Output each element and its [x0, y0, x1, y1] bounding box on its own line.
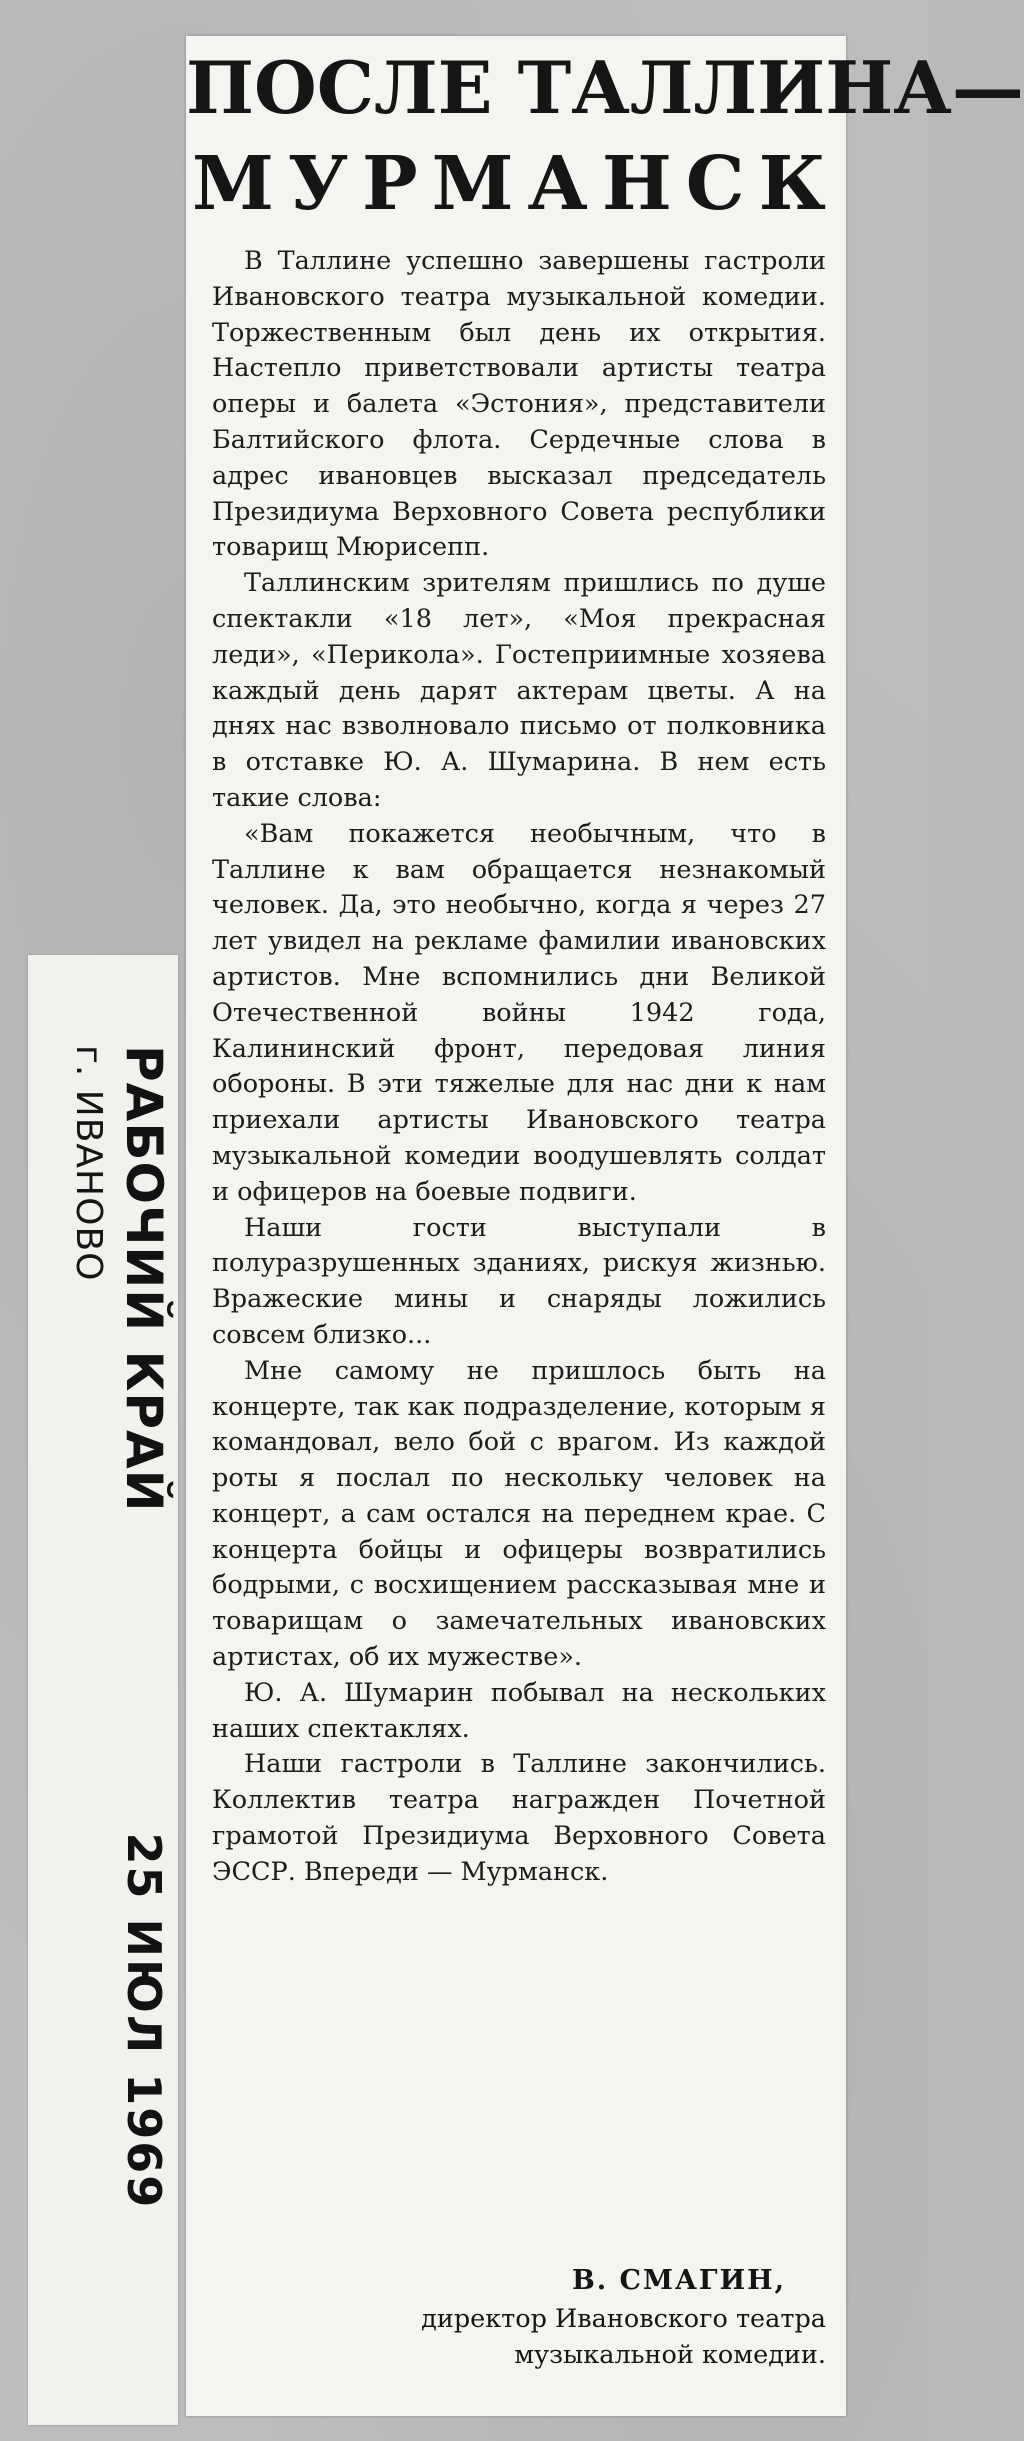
signature-title-line-1: директор Ивановского театра	[421, 2304, 826, 2334]
headline-line-2: МУРМАНСК	[192, 141, 840, 227]
article-paragraph: Таллинским зрителям пришлись по душе спектакли «18 лет», «Моя прекрасная леди», «Перикола». Гостеприимные хозяева каждый день дарят актерам цветы. А на днях нас взволновало письмо от полковника в отставке Ю. А. Шумарина. В нем есть такие слова:	[212, 568, 826, 813]
article-paragraph: В Таллине успешно завершены гастроли Ивановского театра музыкальной комедии. Торжественным был день их открытия. Настепло приветствовали артисты театра оперы и балета «Эстония», представители Балтийского флота. Сердечные слова в адрес ивановцев высказал председатель Президиума Верховного Совета республики товарищ Мюрисепп.	[212, 246, 826, 563]
newspaper-stamp	[68, 1045, 172, 2345]
newspaper-clipping	[186, 36, 1024, 2416]
article-paragraph: Мне самому не пришлось быть на концерте, так как подразделение, которым я командовал, вело бой с врагом. Из каждой роты я послал по нескольку человек на концерт, а сам остался на переднем крае. С концерта бойцы и офицеры возвратились бодрыми, с восхищением рассказывая мне и товарищам о замечательных ивановских артистах, об их мужестве».	[212, 1355, 826, 1673]
article-signature	[212, 2261, 826, 2373]
article-body	[212, 244, 826, 1891]
stamp-date: 25 ИЮЛ 1969	[117, 1832, 171, 2210]
signature-name: В. СМАГИН,	[571, 2265, 786, 2296]
stamp-newspaper-name: РАБОЧИЙ КРАЙ	[115, 1045, 173, 1513]
article-paragraph: «Вам покажется необычным, что в Таллине к вам обращается незнакомый человек. Да, это необычно, когда я через 27 лет увидел на рекламе фамилии ивановских артистов. Мне вспомнились дни Великой Отечественной войны 1942 года, Калининский фронт, передовая линия обороны. В эти тяжелые для нас дни к нам приехали артисты Ивановского театра музыкальной комедии воодушевлять солдат и офицеров на боевые подвиги.	[212, 818, 826, 1207]
headline	[186, 42, 1024, 228]
article-paragraph: Ю. А. Шумарин побывал на нескольких наших спектаклях.	[212, 1677, 826, 1744]
stamp-city: г. ИВАНОВО	[68, 1045, 109, 1282]
signature-title-line-2: музыкальной комедии.	[514, 2340, 826, 2370]
stamp-newspaper-line	[116, 1045, 172, 2345]
article-paragraph: Наши гастроли в Таллине закончились. Коллектив театра награжден Почетной грамотой Президиума Верховного Совета ЭССР. Впереди — Мурманск.	[212, 1749, 826, 1887]
article-paragraph: Наши гости выступали в полуразрушенных зданиях, рискуя жизнью. Вражеские мины и снаряды ложились совсем близко...	[212, 1212, 826, 1350]
headline-line-1: ПОСЛЕ ТАЛЛИНА—	[186, 45, 1024, 130]
